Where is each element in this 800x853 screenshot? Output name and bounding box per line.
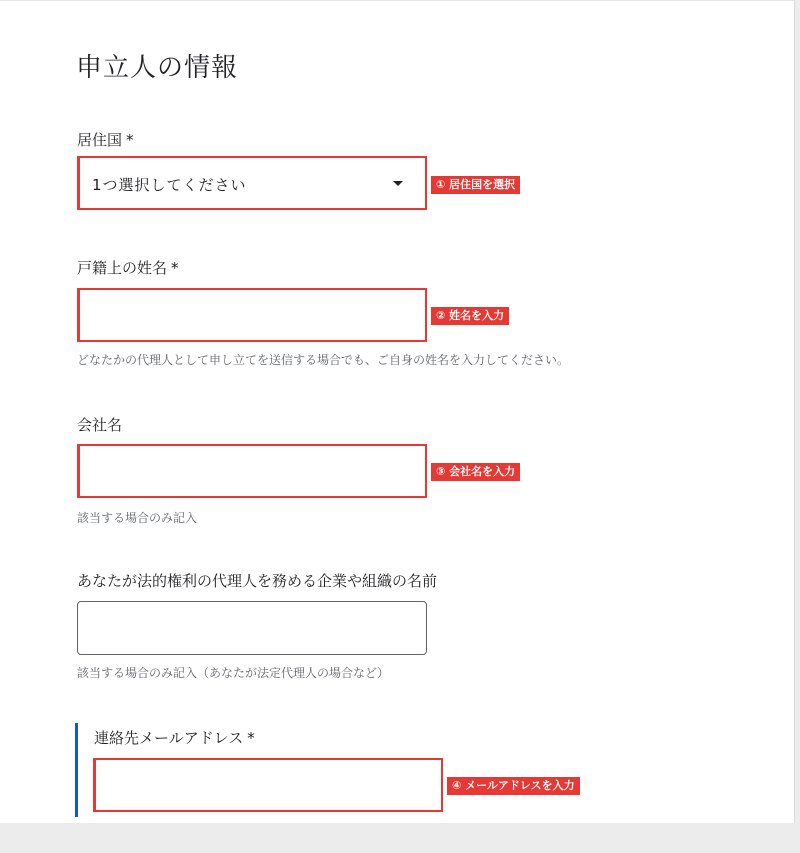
email-focus-bar [75,723,78,817]
residence-selected-value: 1つ選択してください [92,176,247,194]
residence-select[interactable] [77,156,427,210]
company-help: 該当する場合のみ記入 [77,511,198,525]
page-title: 申立人の情報 [76,53,239,83]
email-label-text: 連絡先メールアドレス [94,729,244,747]
annotation-residence: ① 居住国を選択 [431,176,520,194]
legal-name-label [77,257,179,278]
residence-label [77,129,134,150]
email-label [94,727,255,748]
required-mark: * [171,259,179,277]
email-field[interactable] [93,758,443,812]
representative-org-help: 該当する場合のみ記入（あなたが法定代理人の場合など） [77,666,390,680]
legal-name-input[interactable] [80,290,425,340]
company-field[interactable] [77,444,427,498]
annotation-legal-name: ② 姓名を入力 [431,307,509,325]
representative-org-input[interactable] [78,602,426,654]
legal-name-label-text: 戸籍上の姓名 [77,259,168,277]
legal-name-field[interactable] [77,288,427,342]
company-label-text: 会社名 [77,416,123,434]
caret-down-icon [393,181,403,186]
annotation-email: ④ メールアドレスを入力 [447,777,580,795]
representative-org-label-text: あなたが法的権利の代理人を務める企業や組織の名前 [77,572,438,590]
legal-name-help: どなたかの代理人として申し立てを送信する場合でも、ご自身の姓名を入力してください。 [77,353,570,367]
email-input[interactable] [96,760,441,810]
company-input[interactable] [80,446,425,496]
annotation-company: ③ 会社名を入力 [431,463,520,481]
required-mark: * [126,131,134,149]
representative-org-field[interactable] [77,601,427,655]
required-mark: * [247,729,255,747]
representative-org-label [77,570,437,591]
company-label [77,414,122,435]
residence-label-text: 居住国 [77,131,123,149]
